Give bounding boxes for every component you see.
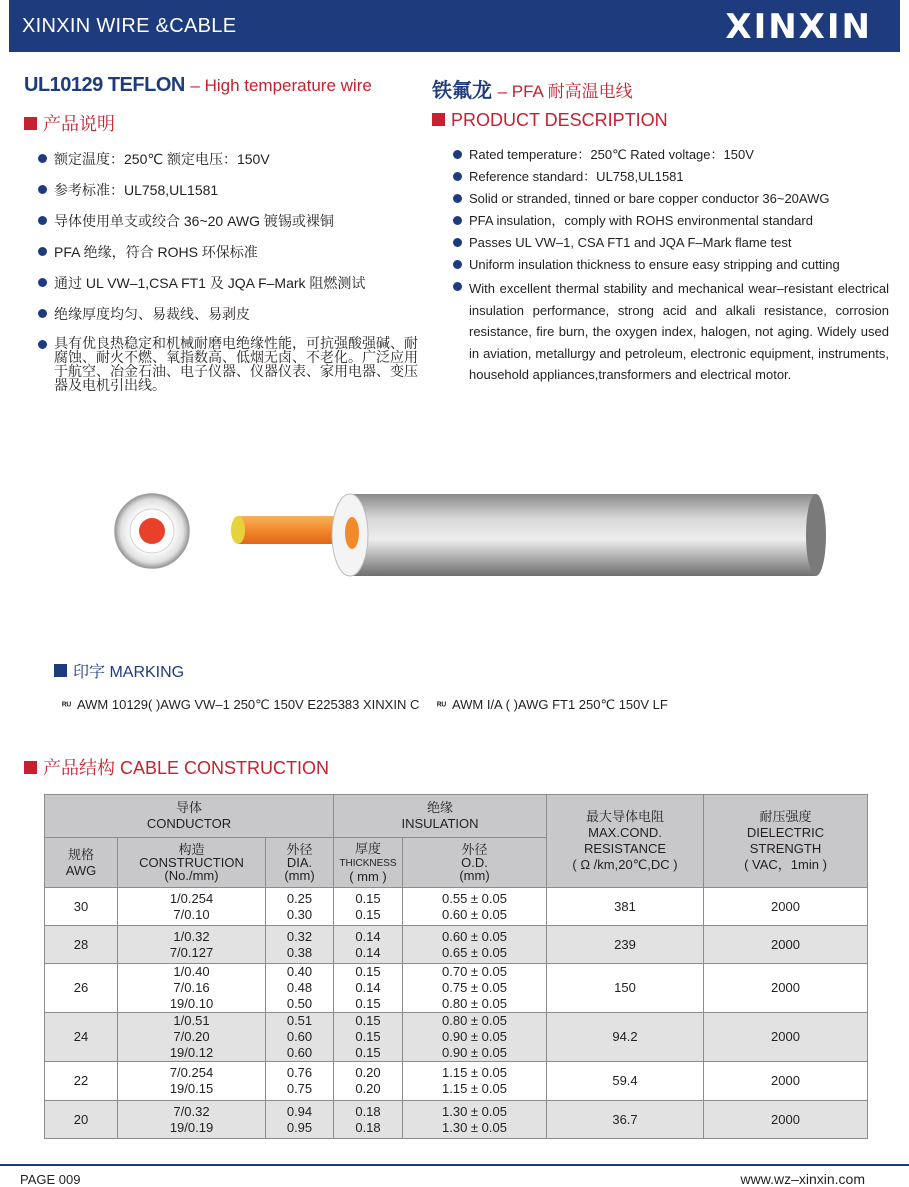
square-bullet-icon: [24, 117, 37, 130]
thickness-cell: 0.15 0.15 0.15: [334, 1013, 403, 1062]
dielectric-cell: 2000: [704, 964, 868, 1013]
list-item: 导体使用单支或绞合 36~20 AWG 镀锡或裸铜: [38, 212, 420, 230]
table-row: [45, 888, 868, 926]
dia-cell: 0.94 0.95: [266, 1101, 334, 1139]
list-item: 具有优良热稳定和机械耐磨电绝缘性能，可抗强酸强碱、耐腐蚀、耐火不燃、氧指数高、低烟无卤、不老化。广泛应用于航空、冶金石油、电子仪器、仪器仪表、家用电器、变压器及电机引出线。: [38, 336, 420, 392]
table-row: [45, 1062, 868, 1101]
construction-cell: 1/0.51 7/0.20 19/0.12: [118, 1013, 266, 1062]
dia-cell: 0.51 0.60 0.60: [266, 1013, 334, 1062]
list-item: With excellent thermal stability and mechanical wear–resistant electrical insulation performance, strong acid and alkali resistance, corrosion resistance, fire burn, the oxygen index, halogen, not aging. Widely used in aviation, metallurgy and petroleum, electronic equipment, instruments, household appliances,transformers and electrical motor.: [453, 278, 889, 386]
resistance-cell: 381: [547, 888, 704, 926]
ul-recognized-icon: ᴿᵁ: [62, 701, 71, 712]
list-item: 额定温度：250℃ 额定电压：150V: [38, 150, 420, 168]
product-title: [24, 74, 372, 97]
model-subtitle-cn: – PFA 耐高温电线: [497, 82, 633, 101]
dia-header: 外径 DIA. (mm): [266, 838, 334, 888]
table-row: [45, 1013, 868, 1062]
dielectric-header: 耐压强度 DIELECTRIC STRENGTH ( VAC，1min ): [704, 795, 868, 888]
thickness-cell: 0.18 0.18: [334, 1101, 403, 1139]
cn-description-list: [38, 150, 420, 405]
cable-construction-table: [44, 794, 868, 1139]
en-desc-heading: PRODUCT DESCRIPTION: [432, 110, 668, 131]
thickness-cell: 0.20 0.20: [334, 1062, 403, 1101]
resistance-cell: 59.4: [547, 1062, 704, 1101]
square-bullet-icon: [24, 761, 37, 774]
awg-cell: 20: [45, 1101, 118, 1139]
dia-cell: 0.76 0.75: [266, 1062, 334, 1101]
thickness-cell: 0.15 0.15: [334, 888, 403, 926]
list-item: PFA insulation，comply with ROHS environmental standard: [453, 212, 889, 230]
dielectric-cell: 2000: [704, 1101, 868, 1139]
brand-logo: XINXIN: [725, 7, 872, 47]
od-cell: 1.15 ± 0.05 1.15 ± 0.05: [403, 1062, 547, 1101]
construction-cell: 1/0.32 7/0.127: [118, 926, 266, 964]
square-bullet-icon: [54, 664, 67, 677]
model-name-cn: 铁氟龙: [432, 80, 492, 102]
table-row: [45, 1101, 868, 1139]
construction-heading: 产品结构 CABLE CONSTRUCTION: [24, 754, 329, 780]
od-cell: 0.60 ± 0.05 0.65 ± 0.05: [403, 926, 547, 964]
product-title-cn: [432, 74, 633, 103]
top-banner: [9, 0, 900, 52]
cable-cross-section: [115, 494, 189, 568]
footer-divider: [0, 1164, 909, 1166]
od-cell: 1.30 ± 0.05 1.30 ± 0.05: [403, 1101, 547, 1139]
construction-cell: 7/0.32 19/0.19: [118, 1101, 266, 1139]
marking-text: [62, 697, 668, 713]
list-item: Reference standard：UL758,UL1581: [453, 168, 889, 186]
list-item: Rated temperature：250℃ Rated voltage：150V: [453, 146, 889, 164]
marking-heading: 印字 MARKING: [54, 659, 184, 682]
conductor-header: 导体 CONDUCTOR: [45, 795, 334, 838]
construction-cell: 1/0.40 7/0.16 19/0.10: [118, 964, 266, 1013]
resistance-cell: 239: [547, 926, 704, 964]
website-link[interactable]: www.wz–xinxin.com: [740, 1171, 865, 1187]
resistance-header: 最大导体电阻 MAX.COND. RESISTANCE ( Ω /km,20℃,DC ): [547, 795, 704, 888]
company-name: XINXIN WIRE &CABLE: [22, 15, 237, 37]
od-cell: 0.70 ± 0.05 0.75 ± 0.05 0.80 ± 0.05: [403, 964, 547, 1013]
marking-line-2: AWM I/A ( )AWG FT1 250℃ 150V LF: [451, 697, 668, 712]
list-item: Solid or stranded, tinned or bare copper conductor 36~20AWG: [453, 190, 889, 208]
square-bullet-icon: [432, 113, 445, 126]
dielectric-cell: 2000: [704, 1013, 868, 1062]
dielectric-cell: 2000: [704, 926, 868, 964]
insulation-header: 绝缘 INSULATION: [334, 795, 547, 838]
thickness-cell: 0.14 0.14: [334, 926, 403, 964]
resistance-cell: 94.2: [547, 1013, 704, 1062]
cn-desc-heading: 产品说明: [24, 110, 115, 136]
cable-side-view: [231, 494, 826, 576]
thickness-header: 厚度 THICKNESS ( mm ): [334, 838, 403, 888]
dia-cell: 0.40 0.48 0.50: [266, 964, 334, 1013]
list-item: 参考标准：UL758,UL1581: [38, 181, 420, 199]
dielectric-cell: 2000: [704, 1062, 868, 1101]
thickness-cell: 0.15 0.14 0.15: [334, 964, 403, 1013]
construction-cell: 1/0.254 7/0.10: [118, 888, 266, 926]
table-row: [45, 926, 868, 964]
list-item: PFA 绝缘，符合 ROHS 环保标准: [38, 243, 420, 261]
dia-cell: 0.25 0.30: [266, 888, 334, 926]
dia-cell: 0.32 0.38: [266, 926, 334, 964]
construction-col-header: 构造 CONSTRUCTION (No./mm): [118, 838, 266, 888]
construction-cell: 7/0.254 19/0.15: [118, 1062, 266, 1101]
od-cell: 0.80 ± 0.05 0.90 ± 0.05 0.90 ± 0.05: [403, 1013, 547, 1062]
table-header-row: [45, 795, 868, 838]
list-item: Uniform insulation thickness to ensure easy stripping and cutting: [453, 256, 889, 274]
ul-recognized-icon: ᴿᵁ: [436, 701, 446, 712]
resistance-cell: 150: [547, 964, 704, 1013]
list-item: 通过 UL VW–1,CSA FT1 及 JQA F–Mark 阻燃测试: [38, 274, 420, 292]
en-description-list: [453, 146, 889, 390]
model-name: UL10129 TEFLON: [24, 74, 185, 96]
awg-cell: 30: [45, 888, 118, 926]
cable-illustration: [110, 488, 830, 582]
model-subtitle: – High temperature wire: [190, 76, 372, 95]
awg-cell: 28: [45, 926, 118, 964]
awg-cell: 26: [45, 964, 118, 1013]
awg-cell: 24: [45, 1013, 118, 1062]
page-number: PAGE 009: [20, 1172, 81, 1187]
awg-cell: 22: [45, 1062, 118, 1101]
list-item: 绝缘厚度均匀、易裁线、易剥皮: [38, 305, 420, 323]
resistance-cell: 36.7: [547, 1101, 704, 1139]
table-row: [45, 964, 868, 1013]
dielectric-cell: 2000: [704, 888, 868, 926]
od-header: 外径 O.D. (mm): [403, 838, 547, 888]
list-item: Passes UL VW–1, CSA FT1 and JQA F–Mark flame test: [453, 234, 889, 252]
marking-line-1: AWM 10129( )AWG VW–1 250℃ 150V E225383 XINXIN C: [76, 697, 420, 712]
od-cell: 0.55 ± 0.05 0.60 ± 0.05: [403, 888, 547, 926]
awg-header: 规格 AWG: [45, 838, 118, 888]
